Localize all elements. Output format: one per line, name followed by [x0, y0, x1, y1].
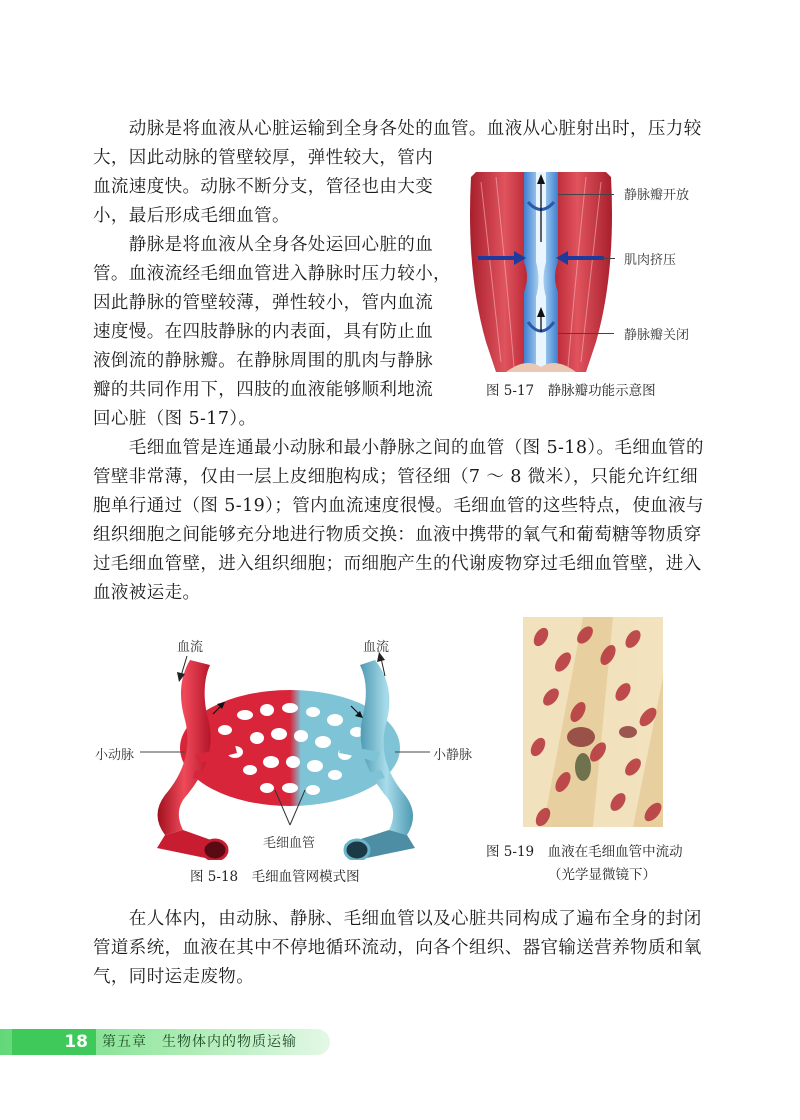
chapter-title: 第五章 生物体内的物质运输: [102, 1034, 297, 1050]
text-line: 瓣的共同作用下，四肢的血液能够顺利地流: [93, 380, 434, 400]
text-line: 管道系统，血液在其中不停地循环流动，向各个组织、器官输送营养物质和氧: [93, 938, 702, 958]
paragraph-circulation: [93, 905, 733, 992]
vein-valve-illustration: [466, 172, 616, 372]
microscope-photo: [523, 617, 663, 827]
text-line: 静脉是将血液从全身各处运回心脏的血: [93, 235, 434, 255]
blood-flow-left-label: 血流: [177, 640, 204, 655]
small-vein-label: 小静脉: [433, 748, 473, 763]
text-line: 血液被运走。: [93, 583, 201, 603]
text-line: 气，同时运走废物。: [93, 967, 255, 987]
text-line: 管。血液流经毛细血管进入静脉时压力较小，: [93, 264, 451, 284]
figure-5-19: [523, 617, 663, 827]
text-line: 胞单行通过（图 5-19）；管内血流速度很慢。毛细血管的这些特点，使血液与: [93, 496, 704, 516]
text-line: 因此静脉的管壁较薄，弹性较小，管内血流: [93, 293, 434, 313]
text-line: 速度慢。在四肢静脉的内表面，具有防止血: [93, 322, 434, 342]
capillary-network-illustration: [95, 630, 485, 860]
paragraph-capillary: [93, 434, 733, 608]
text-line: 回心脏（图 5-17）。: [93, 409, 257, 429]
page-number: 18: [12, 1029, 96, 1055]
text-line: 血流速度快。动脉不断分支，管径也由大变: [93, 177, 434, 197]
caption-figure-5-17: 图 5-17 静脉瓣功能示意图: [486, 383, 656, 399]
text-line: 大，因此动脉的管壁较厚，弹性较大，管内: [93, 148, 434, 168]
paragraph-vein: [93, 231, 463, 434]
caption-figure-5-19-line1: 图 5-19 血液在毛细血管中流动: [486, 844, 683, 860]
text-line: 管壁非常薄，仅由一层上皮细胞构成；管径细（7 ～ 8 微米），只能允许红细: [93, 467, 699, 487]
text-line: 组织细胞之间能够充分地进行物质交换：血液中携带的氧气和葡萄糖等物质穿: [93, 525, 702, 545]
valve-open-label: 静脉瓣开放: [624, 188, 690, 203]
text-line: 过毛细血管壁，进入组织细胞；而细胞产生的代谢废物穿过毛细血管壁，进入: [93, 554, 702, 574]
text-line: 液倒流的静脉瓣。在静脉周围的肌肉与静脉: [93, 351, 434, 371]
capillary-label: 毛细血管: [263, 836, 316, 851]
caption-figure-5-18: 图 5-18 毛细血管网模式图: [190, 869, 360, 885]
blood-flow-right-label: 血流: [363, 640, 390, 655]
small-artery-label: 小动脉: [95, 748, 135, 763]
figure-5-18: [95, 630, 485, 860]
figure-5-17: [466, 172, 716, 372]
caption-figure-5-19-line2: （光学显微镜下）: [548, 867, 656, 883]
text-line: 在人体内，由动脉、静脉、毛细血管以及心脏共同构成了遍布全身的封闭: [93, 909, 702, 929]
muscle-squeeze-label: 肌肉挤压: [624, 253, 677, 268]
text-line: 动脉是将血液从心脏运输到全身各处的血管。血液从心脏射出时，压力较: [93, 119, 702, 139]
text-line: 毛细血管是连通最小动脉和最小静脉之间的血管（图 5-18）。毛细血管的: [93, 438, 704, 458]
text-line: 小，最后形成毛细血管。: [93, 206, 290, 226]
valve-closed-label: 静脉瓣关闭: [624, 328, 690, 343]
